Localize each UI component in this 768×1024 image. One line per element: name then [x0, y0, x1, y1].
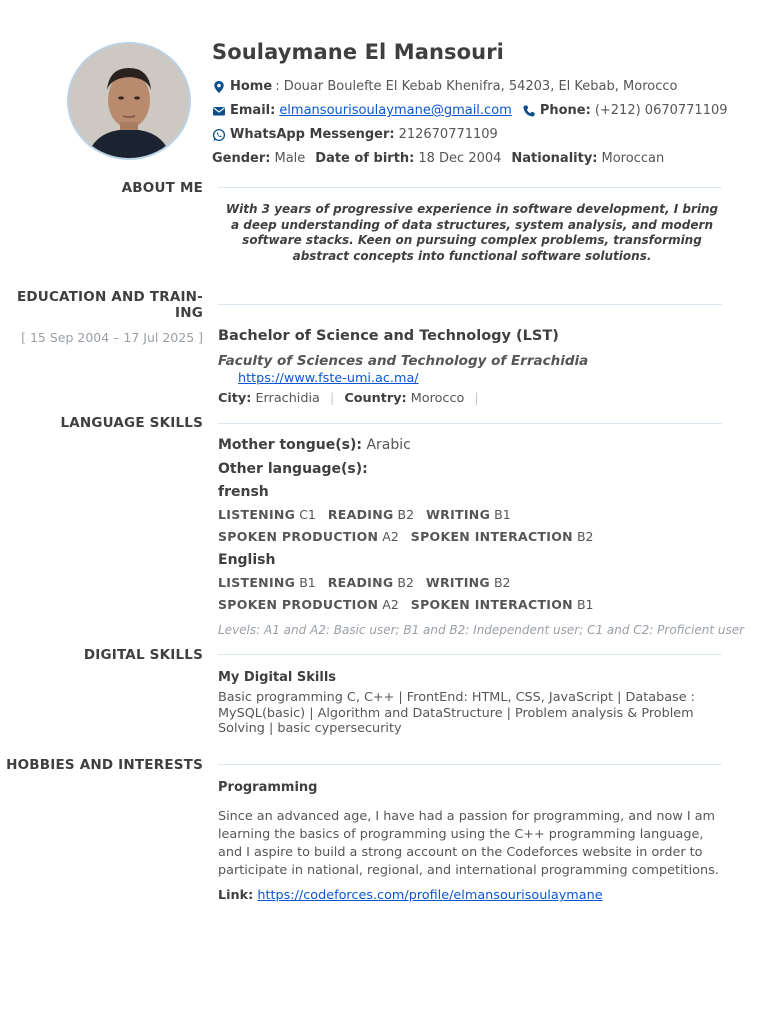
spoken-production-label: SPOKEN PRODUCTION: [218, 529, 379, 544]
language-name: frensh: [218, 484, 269, 500]
reading-label: READING: [327, 575, 394, 590]
digital-divider: [218, 654, 722, 655]
separator: |: [329, 391, 335, 406]
whatsapp-value: 212670771109: [398, 127, 498, 142]
faculty-line: [218, 353, 698, 387]
spoken-interaction-level: B1: [576, 597, 594, 612]
digital-skills-list: Basic programming C, C++ | FrontEnd: HTML, CSS, JavaScript | Database : MySQL(basic) | Algorithm and DataStructure | Problem analysis & Problem Solving | basic cypersecurity: [218, 690, 695, 736]
language-name: English: [218, 552, 276, 568]
language-levels-row2: [218, 529, 601, 544]
spoken-interaction-level: B2: [576, 529, 594, 544]
education-location: [218, 391, 485, 407]
degree-title: Bachelor of Science and Technology (LST): [218, 328, 559, 344]
education-divider: [218, 304, 722, 305]
home-label: Home: [230, 79, 273, 94]
listening-label: LISTENING: [218, 575, 296, 590]
mother-tongue-line: [218, 437, 411, 453]
faculty-link[interactable]: https://www.fste-umi.ac.ma/: [238, 371, 419, 386]
gender-value: Male: [274, 151, 306, 166]
email-link[interactable]: elmansourisoulaymane@gmail.com: [279, 103, 512, 118]
language-levels-row1: [218, 575, 519, 590]
digital-heading: DIGITAL SKILLS: [83, 647, 203, 663]
country-value: Morocco: [410, 391, 465, 406]
about-divider: [218, 187, 722, 188]
contact-line: [212, 103, 728, 118]
writing-level: B1: [494, 507, 511, 522]
hobby-description: Since an advanced age, I have had a passion for programming, and now I am learning the basics of programming using the C++ programming language, and I aspire to build a strong account on the Codeforces website in order to participate in national, regional, and international programming competitions.: [218, 809, 719, 878]
home-address-line: [212, 79, 677, 94]
writing-label: WRITING: [425, 575, 490, 590]
levels-note: Levels: A1 and A2: Basic user; B1 and B2: Independent user; C1 and C2: Proficient user: [218, 623, 745, 637]
city-label: City:: [218, 391, 252, 406]
whatsapp-label: WhatsApp Messenger:: [230, 127, 395, 142]
language-heading: LANGUAGE SKILLS: [60, 415, 203, 431]
digital-subheading: My Digital Skills: [218, 670, 337, 685]
hobbies-divider: [218, 764, 722, 765]
hobby-link-line: [218, 888, 603, 904]
separator: |: [474, 391, 479, 406]
home-value: : Douar Boulefte El Kebab Khenifra, 54203, El Kebab, Morocco: [275, 79, 678, 94]
dob-label: Date of birth:: [315, 151, 415, 166]
other-languages-label: [218, 461, 368, 477]
dob-value: 18 Dec 2004: [418, 151, 502, 166]
profile-photo: [67, 42, 191, 160]
mother-tongue-value: Arabic: [366, 437, 411, 453]
education-date: [ 15 Sep 2004 – 17 Jul 2025 ]: [21, 330, 203, 345]
country-label: Country:: [344, 391, 407, 406]
mother-tongue-label: Mother tongue(s):: [218, 437, 362, 453]
envelope-icon: [212, 104, 226, 118]
about-heading: ABOUT ME: [121, 180, 203, 196]
education-heading-line2: ING: [174, 305, 203, 321]
faculty-name: Faculty of Sciences and Technology of Errachidia: [218, 353, 589, 369]
whatsapp-line: [212, 127, 498, 142]
phone-label: Phone:: [539, 103, 591, 118]
hobby-link-label: Link:: [218, 888, 254, 903]
spoken-production-label: SPOKEN PRODUCTION: [218, 597, 379, 612]
other-languages-text: Other language(s):: [218, 461, 368, 477]
spoken-interaction-label: SPOKEN INTERACTION: [410, 597, 573, 612]
portrait-image: [69, 44, 189, 158]
codeforces-link[interactable]: https://codeforces.com/profile/elmansourisoulaymane: [257, 888, 603, 903]
city-value: Errachidia: [255, 391, 320, 406]
full-name: Soulaymane El Mansouri: [212, 40, 504, 64]
spoken-production-level: A2: [382, 529, 399, 544]
reading-level: B2: [397, 575, 414, 590]
phone-value: (+212) 0670771109: [594, 103, 728, 118]
whatsapp-icon: [212, 128, 226, 142]
writing-label: WRITING: [426, 507, 491, 522]
email-label: Email:: [230, 103, 276, 118]
listening-label: LISTENING: [218, 507, 296, 522]
phone-icon: [522, 104, 536, 118]
listening-level: C1: [299, 507, 316, 522]
reading-label: READING: [327, 507, 394, 522]
spoken-production-level: A2: [382, 597, 399, 612]
language-divider: [218, 423, 722, 424]
writing-level: B2: [493, 575, 511, 590]
language-levels-row2: [218, 597, 601, 612]
gender-label: Gender:: [212, 151, 271, 166]
hobby-title: Programming: [218, 780, 318, 795]
nationality-value: Moroccan: [601, 151, 665, 166]
nationality-label: Nationality:: [511, 151, 598, 166]
education-heading-line1: EDUCATION AND TRAIN-: [16, 289, 203, 305]
language-levels-row1: [218, 507, 519, 522]
spoken-interaction-label: SPOKEN INTERACTION: [410, 529, 573, 544]
reading-level: B2: [397, 507, 415, 522]
hobbies-heading: HOBBIES AND INTERESTS: [6, 757, 203, 773]
personal-info-line: [212, 151, 664, 166]
education-heading: [3, 289, 203, 321]
listening-level: B1: [299, 575, 316, 590]
about-text: With 3 years of progressive experience in software development, I bring a deep understanding of data structures, system analysis, and modern software stacks. Keen on pursuing complex problems, transforming abstract concepts into functional software solutions.: [225, 202, 719, 263]
location-pin-icon: [212, 80, 226, 94]
